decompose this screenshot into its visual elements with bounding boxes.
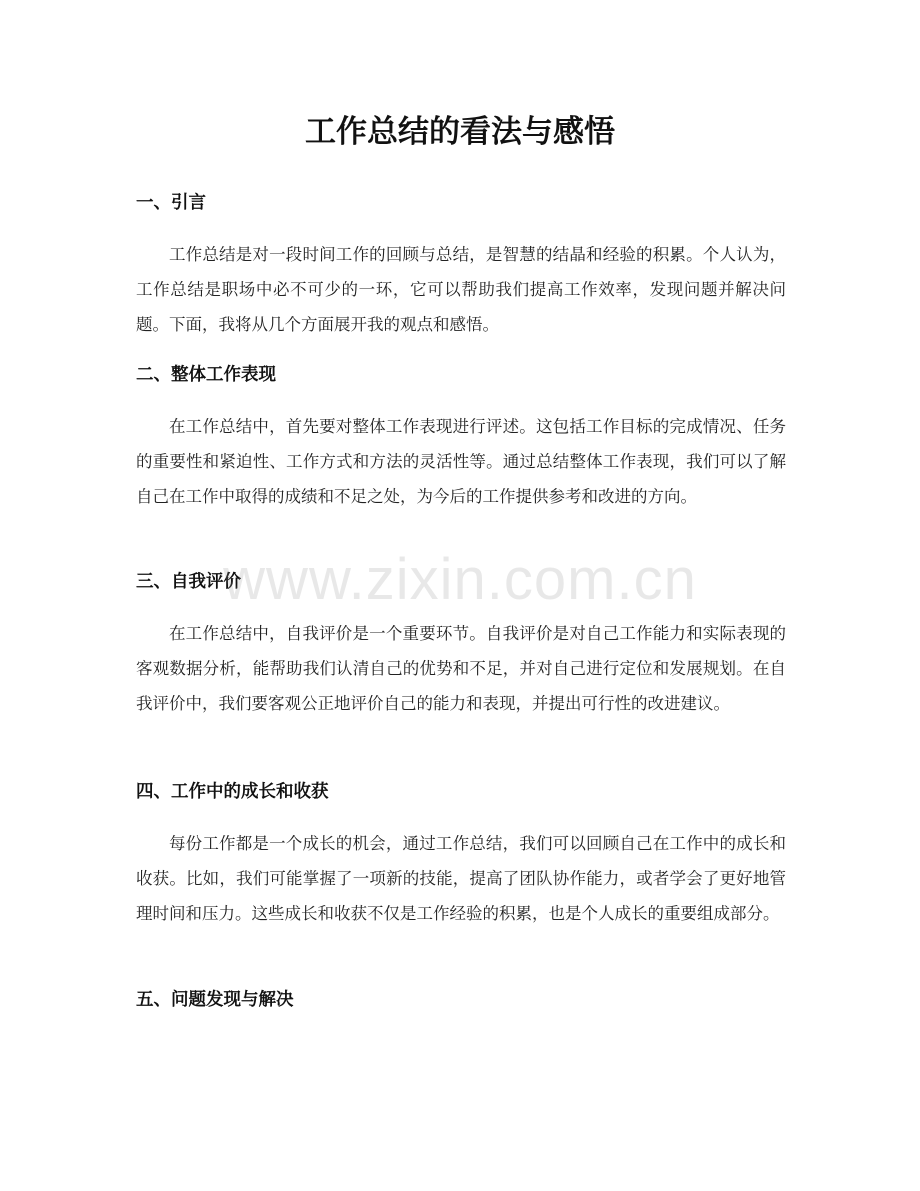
section-paragraph: 每份工作都是一个成长的机会，通过工作总结，我们可以回顾自己在工作中的成长和收获。比如，我们可能掌握了一项新的技能，提高了团队协作能力，或者学会了更好地管理时间和压力。这些成长和收获不仅是工作经验的积累，也是个人成长的重要组成部分。 xyxy=(136,834,786,923)
section-heading: 二、整体工作表现 xyxy=(136,365,276,385)
section-heading: 四、工作中的成长和收获 xyxy=(136,782,329,802)
document-title: 工作总结的看法与感悟 xyxy=(305,114,615,150)
section-self-evaluation xyxy=(136,568,786,721)
section-paragraph: 在工作总结中，首先要对整体工作表现进行评述。这包括工作目标的完成情况、任务的重要性和紧迫性、工作方式和方法的灵活性等。通过总结整体工作表现，我们可以了解自己在工作中取得的成绩和不足之处，为今后的工作提供参考和改进的方向。 xyxy=(136,417,786,506)
section-heading: 一、引言 xyxy=(136,193,206,213)
section-paragraph: 工作总结是对一段时间工作的回顾与总结，是智慧的结晶和经验的积累。个人认为，工作总结是职场中必不可少的一环，它可以帮助我们提高工作效率，发现问题并解决问题。下面，我将从几个方面展开我的观点和感悟。 xyxy=(136,245,786,334)
section-introduction xyxy=(136,189,786,342)
section-heading: 五、问题发现与解决 xyxy=(136,990,294,1010)
watermark: www.zixin.com.cn xyxy=(223,547,697,612)
section-heading: 三、自我评价 xyxy=(136,572,241,592)
section-growth-and-gains xyxy=(136,778,786,931)
section-paragraph: 在工作总结中，自我评价是一个重要环节。自我评价是对自己工作能力和实际表现的客观数据分析，能帮助我们认清自己的优势和不足，并对自己进行定位和发展规划。在自我评价中，我们要客观公正地评价自己的能力和表现，并提出可行性的改进建议。 xyxy=(136,624,786,713)
section-problem-solving xyxy=(136,986,786,1014)
section-overall-performance xyxy=(136,361,786,514)
